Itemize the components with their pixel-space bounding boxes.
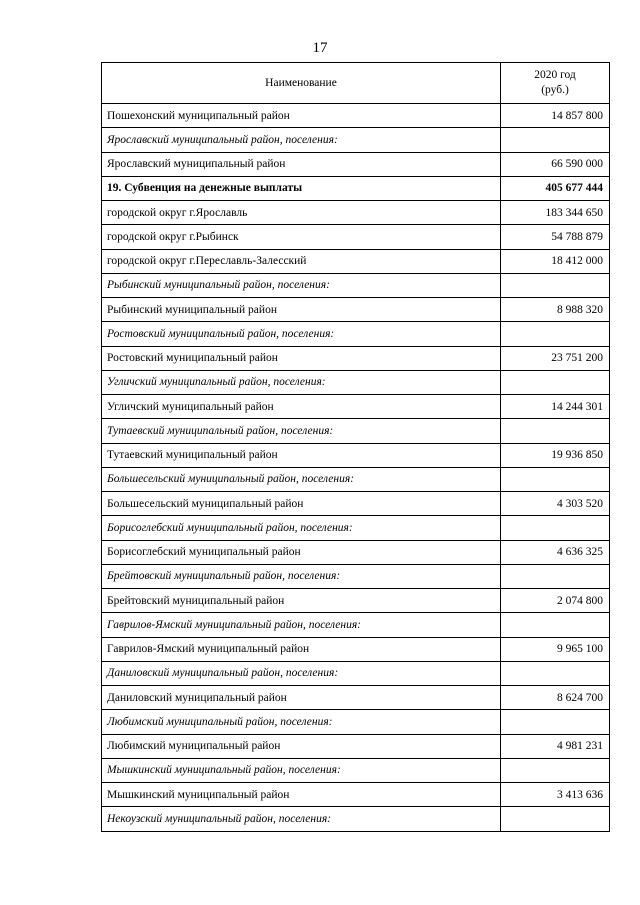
row-name-cell: Борисоглебский муниципальный район	[102, 540, 501, 564]
row-name-cell: 19. Субвенция на денежные выплаты	[102, 176, 501, 200]
row-amount-cell: 4 303 520	[501, 492, 610, 516]
row-amount-cell: 9 965 100	[501, 637, 610, 661]
section-heading-row	[102, 807, 610, 831]
row-amount-cell: 8 988 320	[501, 298, 610, 322]
row-amount-cell	[501, 370, 610, 394]
table-row	[102, 540, 610, 564]
row-name-cell: городской округ г.Переславль-Залесский	[102, 249, 501, 273]
table-row	[102, 443, 610, 467]
table-header-row	[102, 63, 610, 104]
table-row	[102, 298, 610, 322]
row-name-cell: Гаврилов-Ямский муниципальный район, поселения:	[102, 613, 501, 637]
row-amount-cell	[501, 419, 610, 443]
row-name-cell: Рыбинский муниципальный район, поселения:	[102, 273, 501, 297]
row-name-cell: Рыбинский муниципальный район	[102, 298, 501, 322]
section-heading-row	[102, 273, 610, 297]
row-amount-cell: 19 936 850	[501, 443, 610, 467]
table-row	[102, 201, 610, 225]
row-amount-cell	[501, 273, 610, 297]
row-name-cell: Пошехонский муниципальный район	[102, 104, 501, 128]
row-amount-cell: 54 788 879	[501, 225, 610, 249]
row-name-cell: Тутаевский муниципальный район	[102, 443, 501, 467]
section-heading-row	[102, 419, 610, 443]
budget-table	[101, 62, 610, 832]
row-amount-cell	[501, 564, 610, 588]
section-heading-row	[102, 758, 610, 782]
row-name-cell: Ростовский муниципальный район	[102, 346, 501, 370]
table-row	[102, 637, 610, 661]
row-name-cell: Ярославский муниципальный район, поселения:	[102, 128, 501, 152]
row-amount-cell	[501, 128, 610, 152]
table-row	[102, 249, 610, 273]
row-name-cell: Любимский муниципальный район, поселения:	[102, 710, 501, 734]
row-name-cell: Мышкинский муниципальный район, поселения:	[102, 758, 501, 782]
row-amount-cell: 23 751 200	[501, 346, 610, 370]
section-heading-row	[102, 128, 610, 152]
section-heading-row	[102, 322, 610, 346]
subsidy-total-row	[102, 176, 610, 200]
table-row	[102, 395, 610, 419]
row-name-cell: Угличский муниципальный район, поселения:	[102, 370, 501, 394]
table-row	[102, 104, 610, 128]
row-name-cell: Ростовский муниципальный район, поселения:	[102, 322, 501, 346]
row-amount-cell: 4 636 325	[501, 540, 610, 564]
row-amount-cell	[501, 516, 610, 540]
table-row	[102, 346, 610, 370]
row-amount-cell: 4 981 231	[501, 734, 610, 758]
row-amount-cell: 66 590 000	[501, 152, 610, 176]
row-name-cell: Борисоглебский муниципальный район, поселения:	[102, 516, 501, 540]
table-row	[102, 783, 610, 807]
page-number: 17	[312, 40, 328, 56]
table-row	[102, 734, 610, 758]
section-heading-row	[102, 564, 610, 588]
row-amount-cell: 8 624 700	[501, 686, 610, 710]
row-name-cell: Гаврилов-Ямский муниципальный район	[102, 637, 501, 661]
header-unit-label: (руб.)	[541, 84, 569, 96]
header-year-label: 2020 год	[534, 69, 576, 81]
header-name-cell: Наименование	[102, 63, 501, 104]
row-amount-cell	[501, 467, 610, 491]
row-name-cell: Брейтовский муниципальный район	[102, 589, 501, 613]
section-heading-row	[102, 370, 610, 394]
row-amount-cell: 405 677 444	[501, 176, 610, 200]
row-amount-cell: 18 412 000	[501, 249, 610, 273]
row-amount-cell: 3 413 636	[501, 783, 610, 807]
table-row	[102, 589, 610, 613]
row-amount-cell	[501, 661, 610, 685]
row-name-cell: Любимский муниципальный район	[102, 734, 501, 758]
row-amount-cell	[501, 758, 610, 782]
row-name-cell: городской округ г.Ярославль	[102, 201, 501, 225]
section-heading-row	[102, 467, 610, 491]
row-amount-cell: 2 074 800	[501, 589, 610, 613]
row-name-cell: Даниловский муниципальный район	[102, 686, 501, 710]
table-row	[102, 686, 610, 710]
table-row	[102, 492, 610, 516]
table-row	[102, 225, 610, 249]
header-year-cell	[501, 63, 610, 104]
row-name-cell: Даниловский муниципальный район, поселения:	[102, 661, 501, 685]
row-name-cell: Некоузский муниципальный район, поселения:	[102, 807, 501, 831]
row-name-cell: Большесельский муниципальный район, поселения:	[102, 467, 501, 491]
row-amount-cell	[501, 807, 610, 831]
section-heading-row	[102, 661, 610, 685]
row-name-cell: Ярославский муниципальный район	[102, 152, 501, 176]
row-name-cell: Большесельский муниципальный район	[102, 492, 501, 516]
section-heading-row	[102, 516, 610, 540]
row-name-cell: Тутаевский муниципальный район, поселения:	[102, 419, 501, 443]
row-amount-cell	[501, 613, 610, 637]
row-amount-cell: 14 857 800	[501, 104, 610, 128]
row-amount-cell: 183 344 650	[501, 201, 610, 225]
section-heading-row	[102, 710, 610, 734]
row-name-cell: Угличский муниципальный район	[102, 395, 501, 419]
row-name-cell: Мышкинский муниципальный район	[102, 783, 501, 807]
row-name-cell: городской округ г.Рыбинск	[102, 225, 501, 249]
row-amount-cell: 14 244 301	[501, 395, 610, 419]
table-body	[102, 63, 610, 832]
row-name-cell: Брейтовский муниципальный район, поселения:	[102, 564, 501, 588]
section-heading-row	[102, 613, 610, 637]
row-amount-cell	[501, 322, 610, 346]
row-amount-cell	[501, 710, 610, 734]
table-row	[102, 152, 610, 176]
